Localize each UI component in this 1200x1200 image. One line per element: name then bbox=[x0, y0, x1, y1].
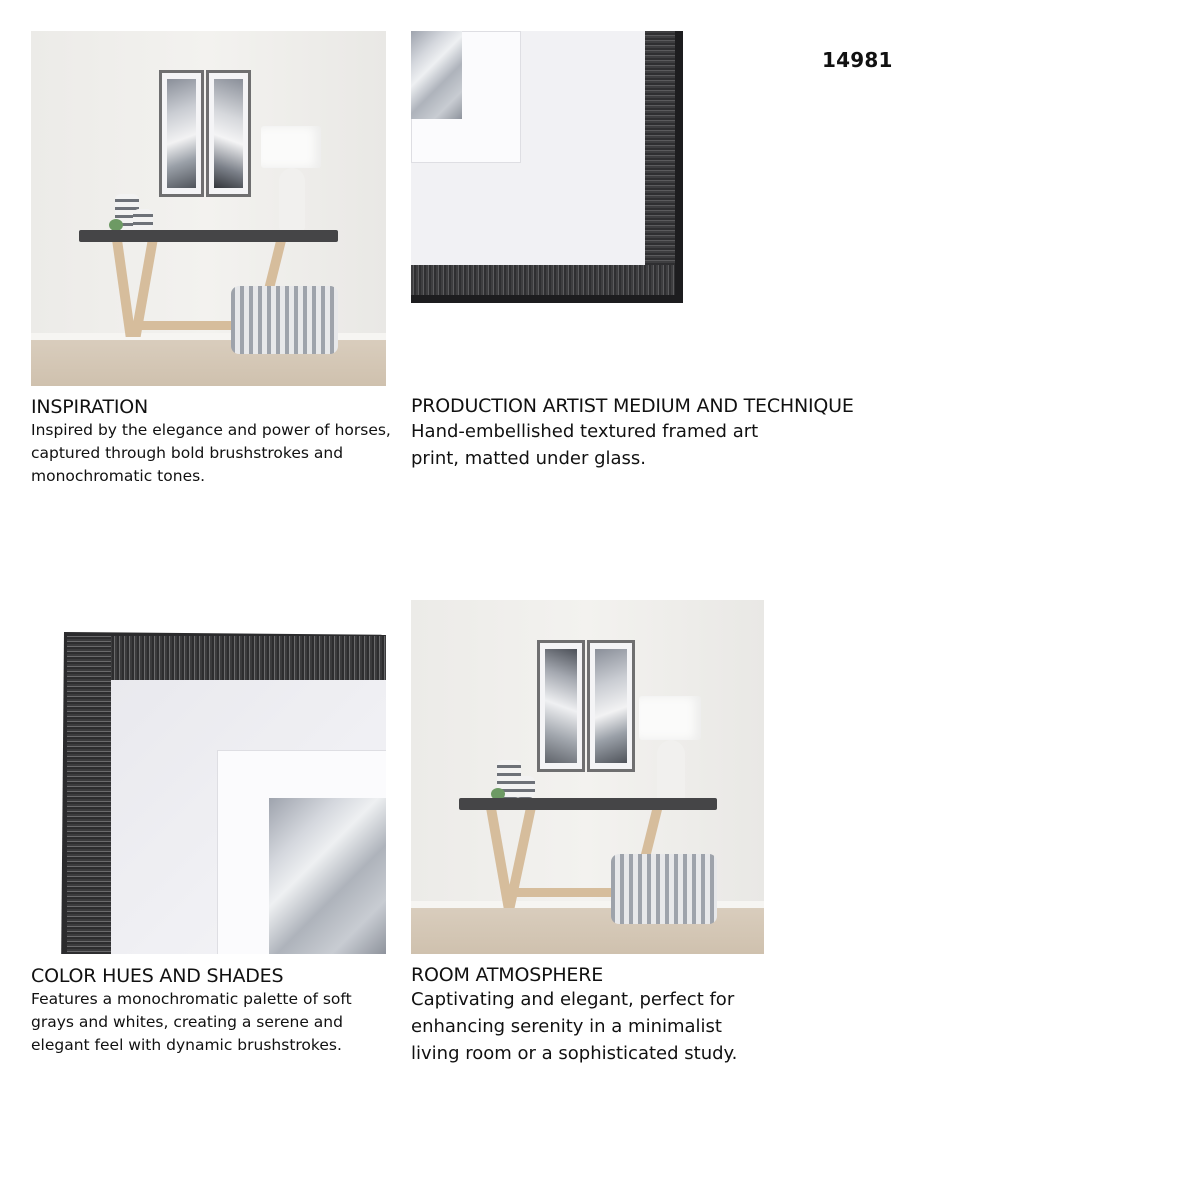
frame-corner-closeup-angled bbox=[31, 600, 386, 954]
framed-art-right bbox=[206, 70, 251, 197]
room-scene-photo-2 bbox=[411, 600, 764, 954]
striped-pouf bbox=[611, 854, 717, 924]
lamp-shade bbox=[639, 696, 701, 740]
art-print-corner bbox=[269, 798, 386, 954]
lamp-base bbox=[657, 740, 685, 802]
art-print-corner bbox=[411, 31, 462, 119]
frame-top-edge bbox=[67, 636, 386, 680]
section-heading-production: PRODUCTION ARTIST MEDIUM AND TECHNIQUE bbox=[411, 395, 854, 417]
room-scene-photo bbox=[31, 31, 386, 386]
frame-outer-lip bbox=[675, 31, 683, 303]
striped-pouf bbox=[231, 286, 338, 354]
frame-corner-closeup bbox=[411, 31, 683, 303]
product-sku: 14981 bbox=[822, 48, 893, 72]
console-tabletop bbox=[79, 230, 338, 242]
lamp-base bbox=[279, 168, 305, 231]
frame-outer-lip bbox=[411, 295, 683, 303]
frame-left-edge bbox=[67, 636, 111, 954]
framed-art-left bbox=[537, 640, 585, 772]
section-body-room: Captivating and elegant, perfect for enhancing serenity in a minimalist living room or a sophisticated study. bbox=[411, 989, 738, 1064]
section-heading-inspiration: INSPIRATION bbox=[31, 396, 149, 418]
framed-art-left bbox=[159, 70, 204, 197]
console-tabletop bbox=[459, 798, 717, 810]
section-body-inspiration: Inspired by the elegance and power of horses, captured through bold brushstrokes and monochromatic tones. bbox=[31, 421, 391, 485]
framed-art-right bbox=[587, 640, 635, 772]
lamp-shade bbox=[261, 126, 321, 168]
striped-jar-small bbox=[515, 776, 535, 798]
section-heading-room: ROOM ATMOSPHERE bbox=[411, 964, 604, 986]
section-body-production: Hand-embellished textured framed art print, matted under glass. bbox=[411, 421, 759, 469]
section-body-color: Features a monochromatic palette of soft grays and whites, creating a serene and elegant feel with dynamic brushstrokes. bbox=[31, 990, 352, 1054]
section-heading-color: COLOR HUES AND SHADES bbox=[31, 965, 284, 987]
striped-jar-small bbox=[133, 209, 153, 231]
